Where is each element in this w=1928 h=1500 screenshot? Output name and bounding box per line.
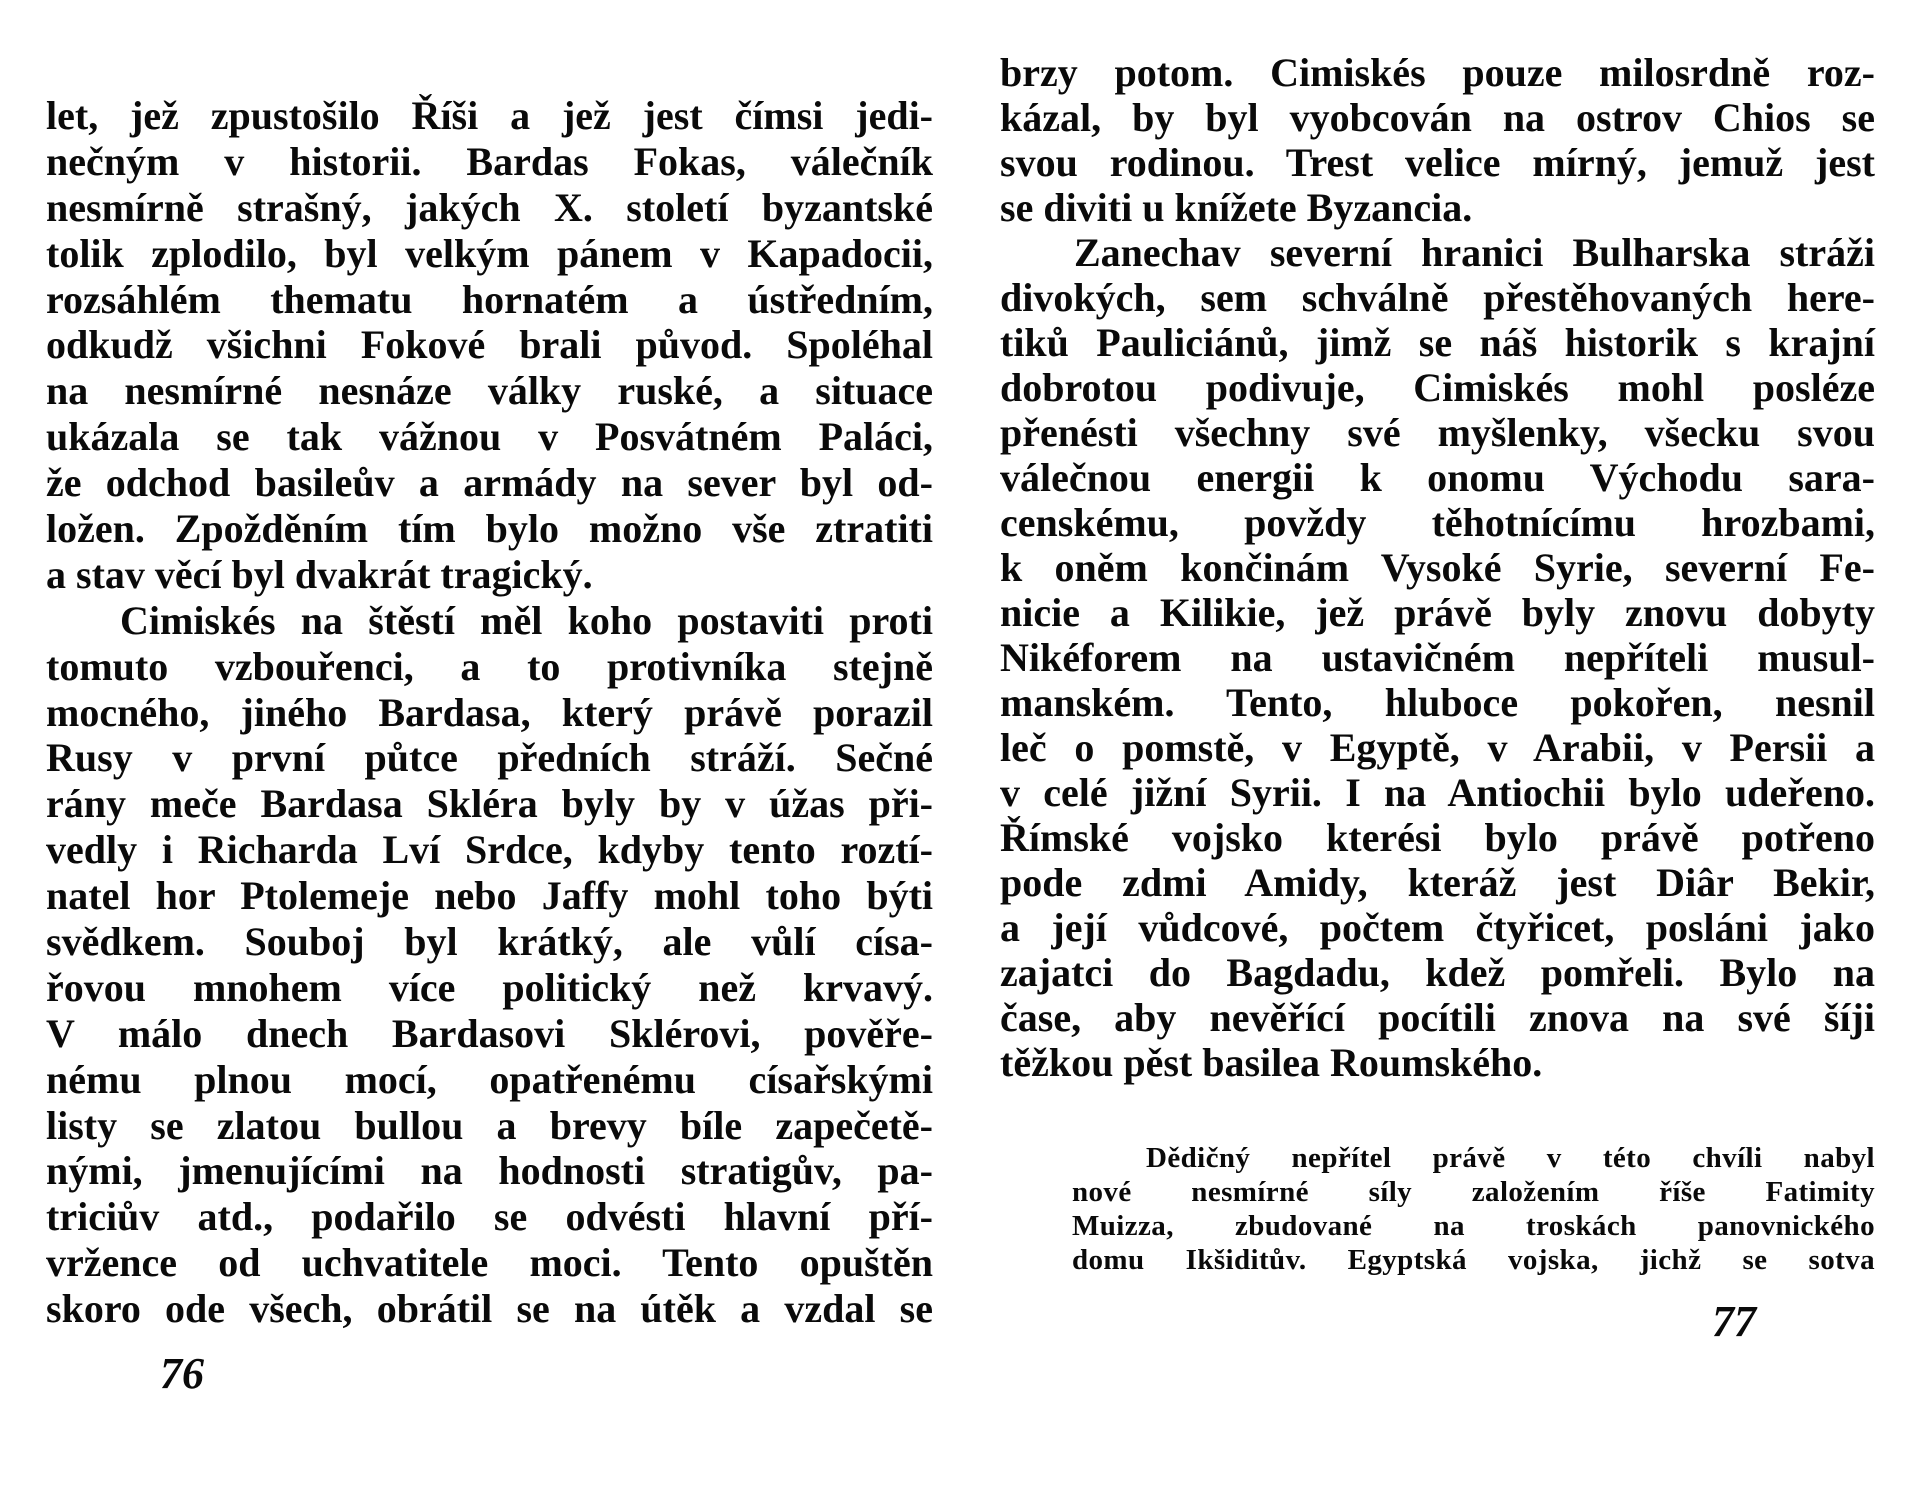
- text-line: na nesmírné nesnáze války ruské, a situace: [46, 368, 933, 414]
- text-line: leč o pomstě, v Egyptě, v Arabii, v Persii a: [1000, 725, 1875, 770]
- text-line: Rusy v první půtce předních stráží. Sečné: [46, 735, 933, 781]
- text-line: Cimiskés na štěstí měl koho postaviti proti: [120, 597, 933, 643]
- text-line: censkému, povždy těhotnícímu hrozbami,: [1000, 500, 1875, 545]
- text-line: brzy potom. Cimiskés pouze milosrdně roz-: [1000, 50, 1875, 95]
- text-line: manském. Tento, hluboce pokořen, nesnil: [1000, 680, 1875, 725]
- text-line: skoro ode všech, obrátil se na útěk a vzdal se: [46, 1286, 933, 1332]
- footnote: [1072, 1141, 1875, 1277]
- text-line: a stav věcí byl dvakrát tragický.: [46, 551, 593, 597]
- text-line: nému plnou mocí, opatřenému císařskými: [46, 1056, 933, 1102]
- text-line: nými, jmenujícími na hodnosti stratigův, pa-: [46, 1148, 933, 1194]
- footnote-line: Muizza, zbudované na troskách panovnického: [1072, 1210, 1875, 1242]
- text-line: nesmírně strašný, jakých X. století byzantské: [46, 184, 933, 230]
- text-line: tiků Pauliciánů, jimž se náš historik s krajní: [1000, 320, 1875, 365]
- footnote-line: domu Ikšiditův. Egyptská vojska, jichž se sotva: [1072, 1244, 1875, 1276]
- footnote-line: Dědičný nepřítel právě v této chvíli nabyl: [1146, 1142, 1875, 1174]
- text-line: že odchod basileův a armády na sever byl od-: [46, 460, 933, 506]
- text-line: vržence od uchvatitele moci. Tento opuštěn: [46, 1240, 933, 1286]
- text-line: přenésti všechny své myšlenky, všecku svou: [1000, 410, 1875, 455]
- text-line: ložen. Zpožděním tím bylo možno vše ztratiti: [46, 506, 933, 552]
- text-line: Nikéforem na ustavičném nepříteli musul-: [1000, 635, 1875, 680]
- page-number: 76: [160, 1349, 204, 1398]
- text-line: řovou mnohem více politický než krvavý.: [46, 964, 933, 1010]
- text-line: nicie a Kilikie, jež právě byly znovu dobyty: [1000, 590, 1875, 635]
- text-line: Římské vojsko kterési bylo právě potřeno: [1000, 815, 1875, 860]
- text-line: kázal, by byl vyobcován na ostrov Chios se: [1000, 95, 1875, 140]
- text-line: listy se zlatou bullou a brevy bíle zapečetě-: [46, 1102, 933, 1148]
- text-line: pode zdmi Amidy, kteráž jest Diâr Bekir,: [1000, 860, 1875, 905]
- text-line: odkudž všichni Fokové brali původ. Spoléhal: [46, 322, 933, 368]
- text-line: čase, aby nevěřící pocítili znova na své šíji: [1000, 995, 1875, 1040]
- text-line: nečným v historii. Bardas Fokas, válečník: [46, 138, 933, 184]
- text-line: těžkou pěst basilea Roumského.: [1000, 1040, 1543, 1085]
- text-line: rány meče Bardasa Skléra byly by v úžas při-: [46, 781, 933, 827]
- text-line: k oněm končinám Vysoké Syrie, severní Fe-: [1000, 545, 1875, 590]
- text-line: V málo dnech Bardasovi Sklérovi, pověře-: [46, 1010, 933, 1056]
- text-line: se diviti u knížete Byzancia.: [1000, 185, 1473, 230]
- text-line: svou rodinou. Trest velice mírný, jemuž jest: [1000, 140, 1875, 185]
- text-line: svědkem. Souboj byl krátký, ale vůlí císa-: [46, 919, 933, 965]
- page-number: 77: [1712, 1297, 1756, 1346]
- text-line: ukázala se tak vážnou v Posvátném Paláci,: [46, 414, 933, 460]
- text-line: tolik zplodilo, byl velkým pánem v Kapadocii,: [46, 230, 933, 276]
- text-line: mocného, jiného Bardasa, který právě porazil: [46, 689, 933, 735]
- text-line: dobrotou podivuje, Cimiskés mohl posléze: [1000, 365, 1875, 410]
- text-line: divokých, sem schválně přestěhovaných here-: [1000, 275, 1875, 320]
- text-line: natel hor Ptolemeje nebo Jaffy mohl toho býti: [46, 873, 933, 919]
- text-line: a její vůdcové, počtem čtyřicet, posláni jako: [1000, 905, 1875, 950]
- text-line: vedly i Richarda Lví Srdce, kdyby tento roztí-: [46, 827, 933, 873]
- text-line: zajatci do Bagdadu, kdež pomřeli. Bylo na: [1000, 950, 1875, 995]
- footnote-line: nové nesmírné síly založením říše Fatimity: [1072, 1176, 1875, 1208]
- text-line: tomuto vzbouřenci, a to protivníka stejně: [46, 643, 933, 689]
- text-line: rozsáhlém thematu hornatém a ústředním,: [46, 276, 933, 322]
- text-line: válečnou energii k onomu Východu sara-: [1000, 455, 1875, 500]
- text-line: triciův atd., podařilo se odvésti hlavní pří-: [46, 1194, 933, 1240]
- text-line: Zanechav severní hranici Bulharska stráži: [1074, 230, 1875, 275]
- page-right: [1000, 50, 1875, 1085]
- text-line: v celé jižní Syrii. I na Antiochii bylo udeřeno.: [1000, 770, 1875, 815]
- text-line: let, jež zpustošilo Říši a jež jest čímsi jedi-: [46, 93, 933, 138]
- page-left: [46, 93, 933, 1332]
